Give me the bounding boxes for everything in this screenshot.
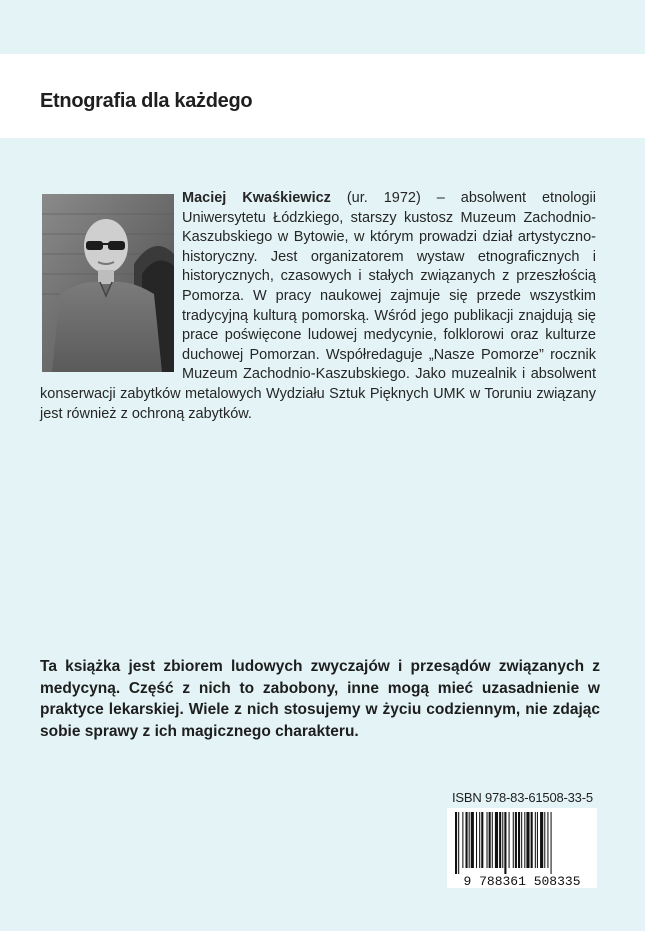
barcode-bar: [455, 812, 457, 874]
author-bio: [40, 189, 596, 424]
barcode-bar: [509, 812, 510, 868]
barcode-bar: [502, 812, 503, 868]
bio-text: (ur. 1972) – absolwent etnologii Uniwersytetu Łódzkiego, starszy kustosz Muzeum Zachodnio-Kaszubskiego w Bytowie, w którym prowadzi dział artystyczno-historyczny. Jest organizatorem wystaw etnograficznych i historycznych, czasowych i stałych związanych z przeszłością Pomorza. W pracy naukowej zajmuje się przede wszystkim tradycyjną kulturą pomorską. Wśród jego publikacji znajdują się prace poświęcone ludowej medycynie, folklorowi oraz kulturze duchowej Pomorzan. Współredaguje „Nasze Pomorze” rocznik Muzeum Zachodnio-Kaszubskiego. Jako muzealnik i absolwent konserwacji zabytków metalowych Wydziału Sztuk Pięknych UMK w Toruniu związany jest również z ochroną zabytków.: [40, 190, 596, 422]
barcode-bar: [499, 812, 501, 868]
barcode-bar: [504, 812, 506, 874]
author-name: Maciej Kwaśkiewicz: [182, 190, 331, 206]
isbn-label: ISBN 978-83-61508-33-5: [452, 790, 593, 805]
barcode-bar: [487, 812, 488, 868]
barcode-bar: [458, 812, 459, 874]
barcode-bar: [524, 812, 525, 868]
barcode-bar: [544, 812, 545, 868]
barcode-bar: [518, 812, 520, 868]
barcode-bar: [471, 812, 474, 868]
barcode-bar: [535, 812, 536, 868]
isbn-barcode-icon: [447, 808, 597, 888]
barcode-bar: [526, 812, 529, 868]
barcode-digits: 9 788361 508335: [463, 874, 581, 888]
series-title: Etnografia dla każdego: [40, 90, 253, 112]
book-blurb: Ta książka jest zbiorem ludowych zwyczajów i przesądów związanych z medycyną. Część z nich to zabobony, inne mogą mieć uzasadnienie w praktyce lekarskiej. Wiele z nich stosujemy w życiu codziennym, nie zdając sobie sprawy z ich magicznego charakteru.: [40, 658, 600, 740]
barcode-bar: [540, 812, 543, 868]
barcode-bar: [513, 812, 514, 868]
barcode-bar: [476, 812, 477, 868]
barcode-bar: [515, 812, 517, 868]
barcode-bar: [495, 812, 498, 868]
barcode-bar: [551, 812, 552, 874]
barcode-bar: [489, 812, 491, 868]
barcode-bar: [521, 812, 522, 868]
barcode-bar: [479, 812, 480, 868]
barcode-bar: [462, 812, 463, 868]
top-margin-band: [0, 0, 645, 54]
barcode-bar: [547, 812, 548, 868]
barcode-bar: [466, 812, 468, 868]
barcode-bar: [469, 812, 470, 868]
barcode-bar: [492, 812, 493, 868]
photo-spacer: [40, 189, 182, 381]
barcode-bar: [537, 812, 538, 868]
barcode-bar: [481, 812, 483, 868]
series-title-band: [0, 54, 645, 138]
barcode-bar: [531, 812, 533, 868]
